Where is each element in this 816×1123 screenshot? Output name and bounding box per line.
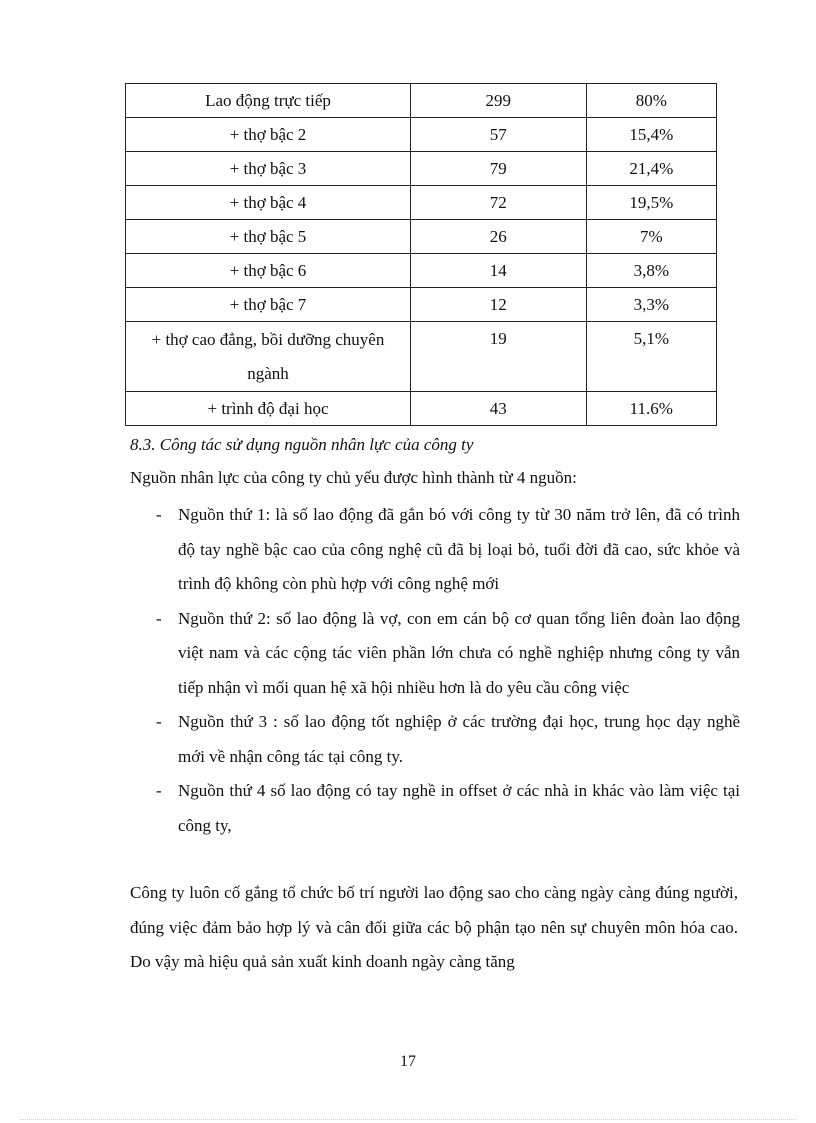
list-item-text: Nguồn thứ 1: là số lao động đã gắn bó với công ty từ 30 năm trở lên, đã có trình độ tay nghề bậc cao của công nghệ cũ đã bị loại bỏ, tuổi đời đã cao, sức khỏe và trình độ không còn phù hợp với công nghệ mới	[178, 505, 740, 593]
list-item-text: Nguồn thứ 4 số lao động có tay nghề in offset ở các nhà in khác vào làm việc tại công ty,	[178, 781, 740, 835]
table-row	[126, 254, 717, 288]
table-row	[126, 288, 717, 322]
row-label: + thợ bậc 3	[126, 152, 411, 186]
row-count: 79	[410, 152, 586, 186]
row-label: + thợ bậc 6	[126, 254, 411, 288]
row-percent: 19,5%	[586, 186, 716, 220]
page-number: 17	[400, 1053, 416, 1070]
table-row	[126, 392, 717, 426]
list-item	[130, 705, 740, 774]
footer-divider	[20, 1119, 796, 1120]
row-label: Lao động trực tiếp	[126, 84, 411, 118]
row-percent: 21,4%	[586, 152, 716, 186]
row-count: 299	[410, 84, 586, 118]
closing-paragraph: Công ty luôn cố gắng tổ chức bố trí người lao động sao cho càng ngày càng đúng người, đúng việc đảm bảo hợp lý và cân đối giữa các bộ phận tạo nên sự chuyên môn hóa cao. Do vậy mà hiệu quả sản xuất kinh doanh ngày càng tăng	[130, 883, 738, 971]
row-percent: 5,1%	[586, 322, 716, 392]
list-item-text: Nguồn thứ 3 : số lao động tốt nghiệp ở các trường đại học, trung học dạy nghề mới về nhận công tác tại công ty.	[178, 712, 740, 766]
bullet-dash: -	[156, 505, 162, 524]
table-row	[126, 186, 717, 220]
row-percent: 3,3%	[586, 288, 716, 322]
row-label: + trình độ đại học	[126, 392, 411, 426]
list-item	[130, 774, 740, 843]
table-row	[126, 220, 717, 254]
bullet-dash: -	[156, 608, 162, 628]
table-row	[126, 322, 717, 392]
row-label: + thợ bậc 7	[126, 288, 411, 322]
row-label	[126, 322, 411, 392]
intro-paragraph: Nguồn nhân lực của công ty chủ yếu được hình thành từ 4 nguồn:	[130, 468, 577, 487]
source-list	[130, 498, 740, 843]
row-percent: 80%	[586, 84, 716, 118]
row-label: + thợ bậc 2	[126, 118, 411, 152]
list-item-text: Nguồn thứ 2: số lao động là vợ, con em cán bộ cơ quan tổng liên đoàn lao động việt nam và các cộng tác viên phần lớn chưa có nghề nghiệp nhưng công ty vẫn tiếp nhận vì mối quan hệ xã hội nhiều hơn là do yêu cầu công việc	[178, 608, 740, 697]
list-item	[130, 498, 740, 602]
row-count: 43	[410, 392, 586, 426]
row-count: 26	[410, 220, 586, 254]
table-row	[126, 84, 717, 118]
row-count: 12	[410, 288, 586, 322]
row-percent: 11.6%	[586, 392, 716, 426]
row-label-line-2: ngành	[247, 364, 289, 383]
row-count: 57	[410, 118, 586, 152]
row-label: + thợ bậc 5	[126, 220, 411, 254]
table-row	[126, 118, 717, 152]
row-count: 14	[410, 254, 586, 288]
row-count: 72	[410, 186, 586, 220]
row-percent: 7%	[586, 220, 716, 254]
bullet-dash: -	[156, 712, 162, 731]
bullet-dash: -	[156, 781, 162, 800]
row-label-line-1: + thợ cao đẳng, bồi dưỡng chuyên	[151, 330, 385, 349]
row-percent: 15,4%	[586, 118, 716, 152]
workforce-table	[125, 83, 717, 426]
row-label: + thợ bậc 4	[126, 186, 411, 220]
list-item	[130, 602, 740, 706]
row-percent: 3,8%	[586, 254, 716, 288]
table-row	[126, 152, 717, 186]
row-count: 19	[410, 322, 586, 392]
section-heading: 8.3. Công tác sử dụng nguồn nhân lực của công ty	[130, 435, 474, 454]
